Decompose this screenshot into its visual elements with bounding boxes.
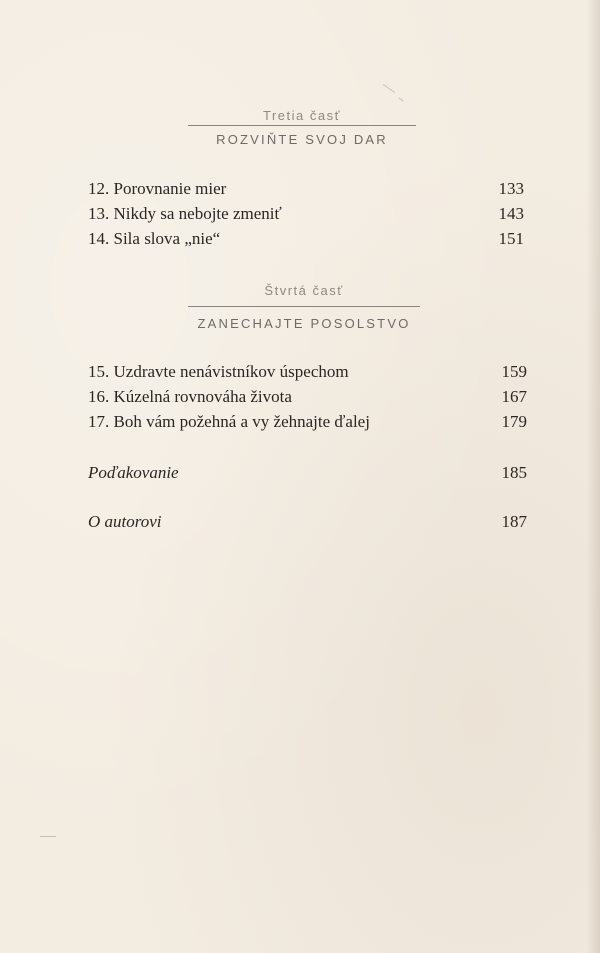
toc-entry-page: 159 [501, 362, 527, 381]
toc-entry-title: 12. Porovnanie mier [88, 179, 227, 198]
paper-scratch [40, 836, 56, 837]
toc-entry-page: 187 [501, 512, 527, 531]
part-title: ZANECHAJTE POSOLSTVO [197, 316, 411, 331]
toc-entry-title: O autorovi [88, 512, 162, 531]
toc-entry-title: Poďakovanie [88, 463, 179, 482]
toc-entry-page: 143 [498, 204, 524, 223]
part-title: ROZVIŇTE SVOJ DAR [216, 132, 388, 147]
toc-entry-title: 15. Uzdravte nenávistníkov úspechom [88, 362, 349, 381]
paper-scratch [398, 97, 403, 101]
toc-entry-page: 133 [498, 179, 524, 198]
part-label: Tretia časť [263, 108, 341, 123]
paper-scratch [383, 84, 395, 93]
part-label: Štvrtá časť [264, 283, 344, 298]
toc-entry-title: 13. Nikdy sa nebojte zmeniť [88, 204, 282, 223]
part-divider [188, 306, 420, 307]
toc-entry-page: 185 [501, 463, 527, 482]
page-edge-shadow [586, 0, 600, 953]
toc-entry-page: 167 [501, 387, 527, 406]
toc-entry-page: 179 [501, 412, 527, 431]
toc-entry-title: 17. Boh vám požehná a vy žehnajte ďalej [88, 412, 370, 431]
toc-entry-title: 16. Kúzelná rovnováha života [88, 387, 292, 406]
toc-entry-title: 14. Sila slova „nie“ [88, 229, 221, 248]
toc-entry-page: 151 [498, 229, 524, 248]
part-divider [188, 125, 416, 126]
